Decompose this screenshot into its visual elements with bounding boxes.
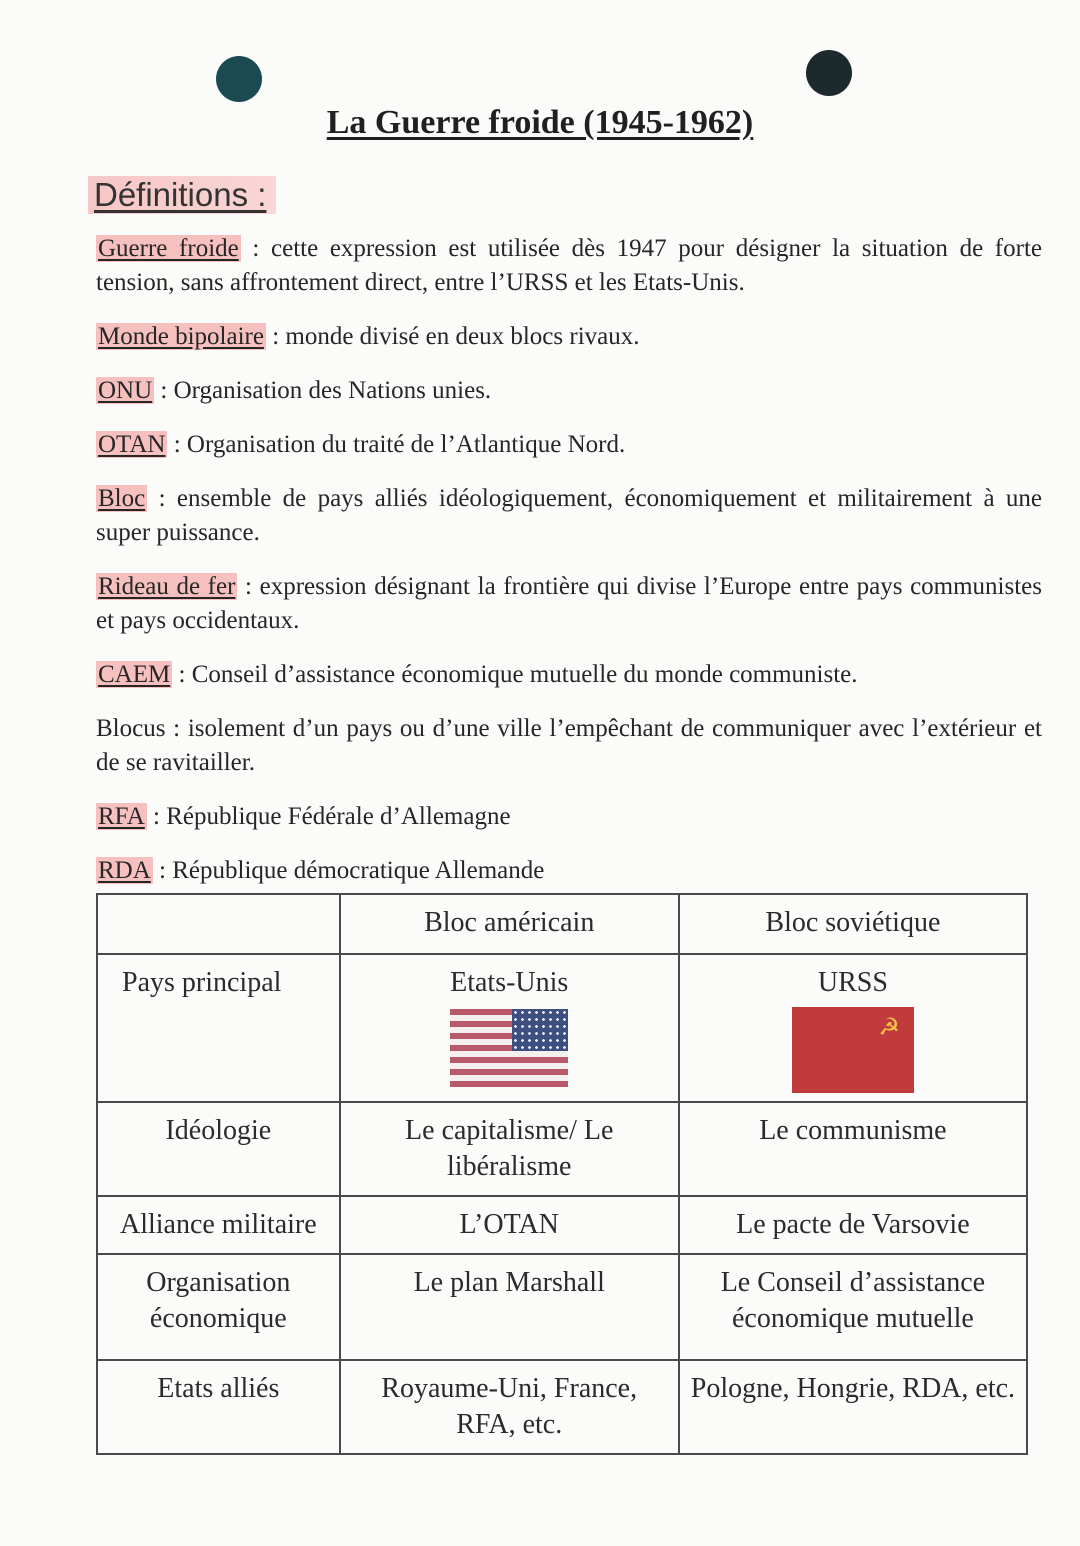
section-heading: Définitions :: [88, 176, 276, 214]
cell-american: L’OTAN: [340, 1196, 679, 1254]
cell-soviet: Le communisme: [679, 1102, 1027, 1196]
definition-text: isolement d’un pays ou d’une ville l’empêchant de communiquer avec l’extérieur et de se ravitailler.: [96, 715, 1042, 776]
table-row: [97, 954, 1027, 1102]
definition-text: monde divisé en deux blocs rivaux.: [285, 323, 640, 350]
definition-item: CAEM : Conseil d’assistance économique mutuelle du monde communiste.: [98, 661, 858, 688]
cell-american: Le plan Marshall: [340, 1254, 679, 1360]
cell-american: Royaume-Uni, France, RFA, etc.: [340, 1360, 679, 1454]
punch-hole-left: [216, 56, 262, 102]
definition-term: ONU: [98, 377, 153, 404]
comparison-table: [96, 893, 1028, 1455]
definition-text: Organisation du traité de l’Atlantique Nord.: [186, 431, 626, 458]
definition-item: RDA : République démocratique Allemande: [98, 857, 545, 884]
definition-item: Bloc : ensemble de pays alliés idéologiquement, économiquement et militairement à une super puissance.: [96, 485, 1042, 546]
definition-item: RFA : République Fédérale d’Allemagne: [98, 803, 511, 830]
page-title: La Guerre froide (1945-1962): [326, 104, 754, 141]
punch-hole-right: [806, 50, 852, 96]
table-header-empty: [97, 894, 340, 954]
definition-item: Rideau de fer : expression désignant la frontière qui divise l’Europe entre pays communistes et pays occidentaux.: [96, 573, 1043, 634]
row-label: Pays principal: [97, 954, 340, 1102]
table-row: [97, 1102, 1027, 1196]
definition-item: Monde bipolaire : monde divisé en deux blocs rivaux.: [98, 323, 640, 350]
definition-item: ONU : Organisation des Nations unies.: [98, 377, 492, 404]
definition-term: Rideau de fer: [98, 573, 236, 600]
definition-term: OTAN: [98, 431, 166, 458]
definition-text: ensemble de pays alliés idéologiquement, économiquement et militairement à une super puissance.: [96, 485, 1042, 546]
row-label: Idéologie: [97, 1102, 340, 1196]
table-row: [97, 1254, 1027, 1360]
cell-soviet: Le pacte de Varsovie: [679, 1196, 1027, 1254]
hammer-sickle-icon: ☭: [878, 1013, 900, 1041]
definition-term: RFA: [98, 803, 145, 830]
definition-item: Blocus : isolement d’un pays ou d’une ville l’empêchant de communiquer avec l’extérieur et de se ravitailler.: [96, 715, 1042, 776]
row-label: Etats alliés: [97, 1360, 340, 1454]
definition-term: Guerre froide: [98, 235, 239, 262]
definition-text: République Fédérale d’Allemagne: [166, 803, 511, 830]
us-flag-icon: [450, 1009, 568, 1087]
definition-term: Bloc: [98, 485, 146, 512]
us-flag-canton: [512, 1009, 568, 1051]
definition-text: cette expression est utilisée dès 1947 pour désigner la situation de forte tension, sans affrontement direct, entre l’URSS et les Etats-Unis.: [96, 235, 1043, 296]
definition-term: Blocus: [96, 715, 166, 742]
definitions-list: [96, 232, 1042, 908]
table-header-row: [97, 894, 1027, 954]
definition-item: Guerre froide : cette expression est utilisée dès 1947 pour désigner la situation de forte tension, sans affrontement direct, entre l’URSS et les Etats-Unis.: [96, 235, 1043, 296]
cell-soviet: Pologne, Hongrie, RDA, etc.: [679, 1360, 1027, 1454]
definition-text: expression désignant la frontière qui divise l’Europe entre pays communistes et pays occidentaux.: [96, 573, 1043, 634]
cell-soviet: URSS ☭: [679, 954, 1027, 1102]
definition-term: CAEM: [98, 661, 171, 688]
table-header-soviet: Bloc soviétique: [679, 894, 1027, 954]
table-header-american: Bloc américain: [340, 894, 679, 954]
soviet-flag-icon: [792, 1007, 914, 1093]
cell-american: Etats-Unis: [340, 954, 679, 1102]
definition-term: Monde bipolaire: [98, 323, 264, 350]
row-label: Organisation économique: [97, 1254, 340, 1360]
definition-text: République démocratique Allemande: [172, 857, 545, 884]
table-row: [97, 1196, 1027, 1254]
definition-text: Organisation des Nations unies.: [173, 377, 492, 404]
definition-term: RDA: [98, 857, 151, 884]
row-label: Alliance militaire: [97, 1196, 340, 1254]
table-row: [97, 1360, 1027, 1454]
definition-item: OTAN : Organisation du traité de l’Atlantique Nord.: [98, 431, 626, 458]
cell-soviet: Le Conseil d’assistance économique mutuelle: [679, 1254, 1027, 1360]
definition-text: Conseil d’assistance économique mutuelle du monde communiste.: [191, 661, 858, 688]
cell-american: Le capitalisme/ Le libéralisme: [340, 1102, 679, 1196]
